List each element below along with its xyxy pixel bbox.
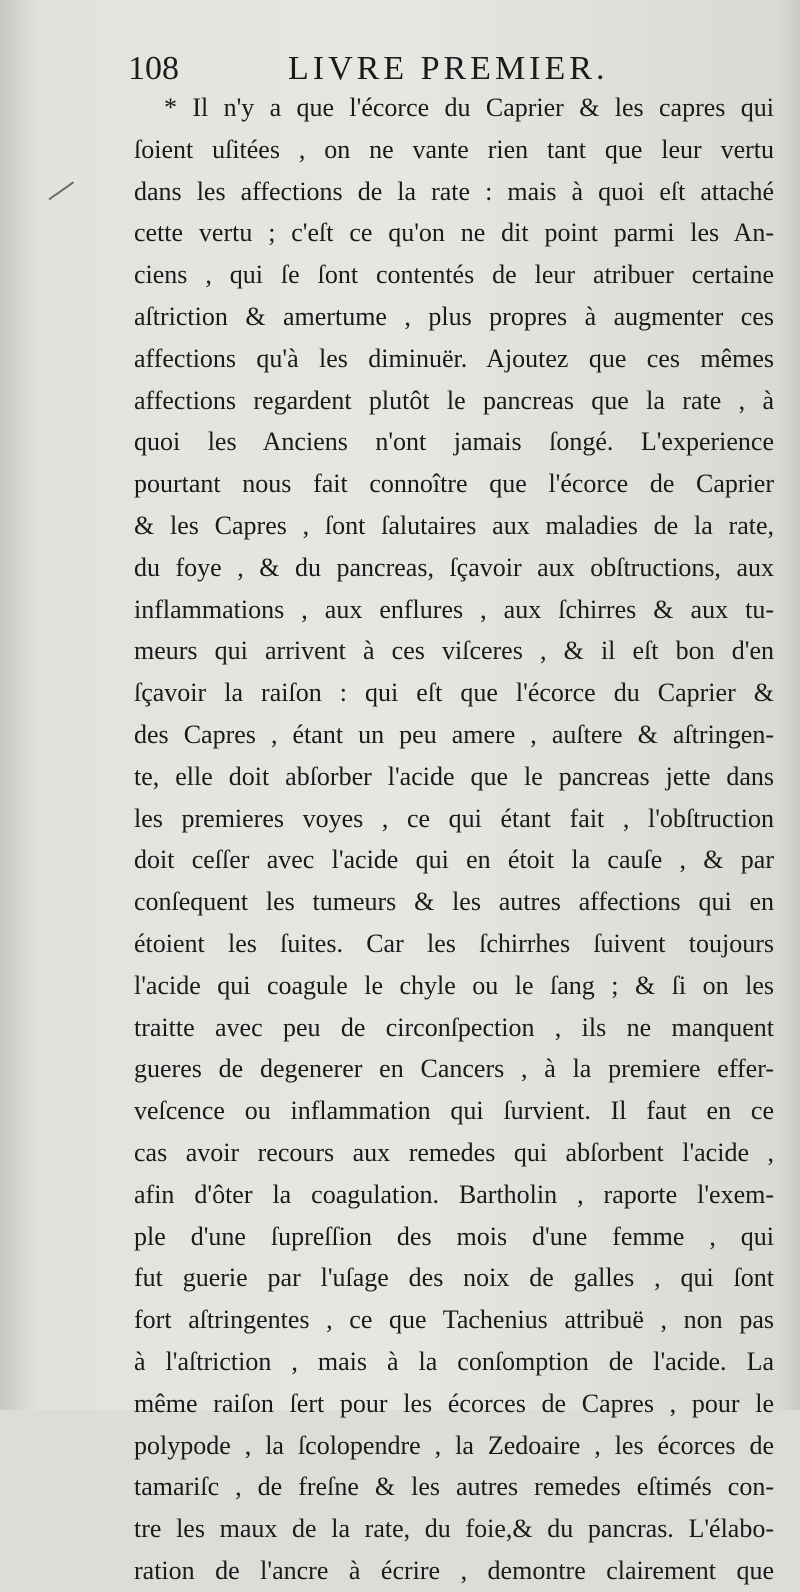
text-line: aſtriction & amertume , plus propres à augmenter ces: [134, 301, 774, 331]
text-line: tamariſc , de freſne & les autres remedes eſtimés con-: [134, 1472, 774, 1502]
text-line: des Capres , étant un peu amere , auſtere & aſtringen-: [134, 719, 774, 749]
text-line: ple d'une ſupreſſion des mois d'une femme , qui: [134, 1221, 774, 1251]
text-line: afin d'ôter la coagulation. Bartholin , raporte l'exem-: [134, 1179, 774, 1209]
text-line: ciens , qui ſe ſont contentés de leur atribuer certaine: [134, 260, 774, 290]
body-text: [134, 87, 774, 1592]
text-line: cette vertu ; c'eſt ce qu'on ne dit point parmi les An-: [134, 218, 774, 248]
text-line: doit ceſſer avec l'acide qui en étoit la cauſe , & par: [134, 845, 774, 875]
text-line: polypode , la ſcolopendre , la Zedoaire , les écorces de: [134, 1430, 774, 1460]
text-line: même raiſon ſert pour les écorces de Capres , pour le: [134, 1388, 774, 1418]
text-line: * Il n'y a que l'écorce du Caprier & les capres qui: [164, 93, 774, 122]
text-line: affections qu'à les diminuër. Ajoutez que ces mêmes: [134, 343, 774, 373]
running-title: LIVRE PREMIER.: [288, 50, 609, 87]
text-line: fut guerie par l'uſage des noix de galles , qui ſont: [134, 1263, 774, 1293]
text-line: pourtant nous fait connoître que l'écorce de Caprier: [134, 469, 774, 499]
text-line: fort aſtringentes , ce que Tachenius attribuë , non pas: [134, 1305, 774, 1335]
text-line: & les Capres , ſont ſalutaires aux maladies de la rate,: [134, 510, 774, 540]
text-line: traitte avec peu de circonſpection , ils ne manquent: [134, 1012, 774, 1042]
text-line: quoi les Anciens n'ont jamais ſongé. L'experience: [134, 427, 774, 457]
text-line: ſçavoir la raiſon : qui eſt que l'écorce du Caprier &: [134, 678, 774, 708]
text-line: dans les affections de la rate : mais à quoi eſt attaché: [134, 176, 774, 206]
text-line: affections regardent plutôt le pancreas que la rate , à: [134, 385, 774, 415]
text-line: les premieres voyes , ce qui étant fait , l'obſtruction: [134, 803, 774, 833]
text-line: conſequent les tumeurs & les autres affections qui en: [134, 887, 774, 917]
text-line: étoient les ſuites. Car les ſchirrhes ſuivent toujours: [134, 928, 774, 958]
page-number: 108: [128, 50, 179, 87]
text-line: tre les maux de la rate, du foie,& du pancras. L'élabo-: [134, 1514, 774, 1544]
text-line: te, elle doit abſorber l'acide que le pancreas jette dans: [134, 761, 774, 791]
text-line: l'acide qui coagule le chyle ou le ſang ; & ſi on les: [134, 970, 774, 1000]
margin-mark: [48, 181, 85, 216]
text-line: à l'aſtriction , mais à la conſomption de l'acide. La: [134, 1346, 774, 1376]
text-line: veſcence ou inflammation qui ſurvient. Il faut en ce: [134, 1096, 774, 1126]
text-line: ſoient uſitées , on ne vante rien tant que leur vertu: [134, 134, 774, 164]
text-line: inflammations , aux enflures , aux ſchirres & aux tu-: [134, 594, 774, 624]
text-line: cas avoir recours aux remedes qui abſorbent l'acide ,: [134, 1137, 774, 1167]
text-line: du foye , & du pancreas, ſçavoir aux obſtructions, aux: [134, 552, 774, 582]
text-line: ration de l'ancre à écrire , demontre clairement que: [134, 1555, 774, 1585]
text-line: gueres de degenerer en Cancers , à la premiere effer-: [134, 1054, 774, 1084]
text-line: meurs qui arrivent à ces viſceres , & il eſt bon d'en: [134, 636, 774, 666]
